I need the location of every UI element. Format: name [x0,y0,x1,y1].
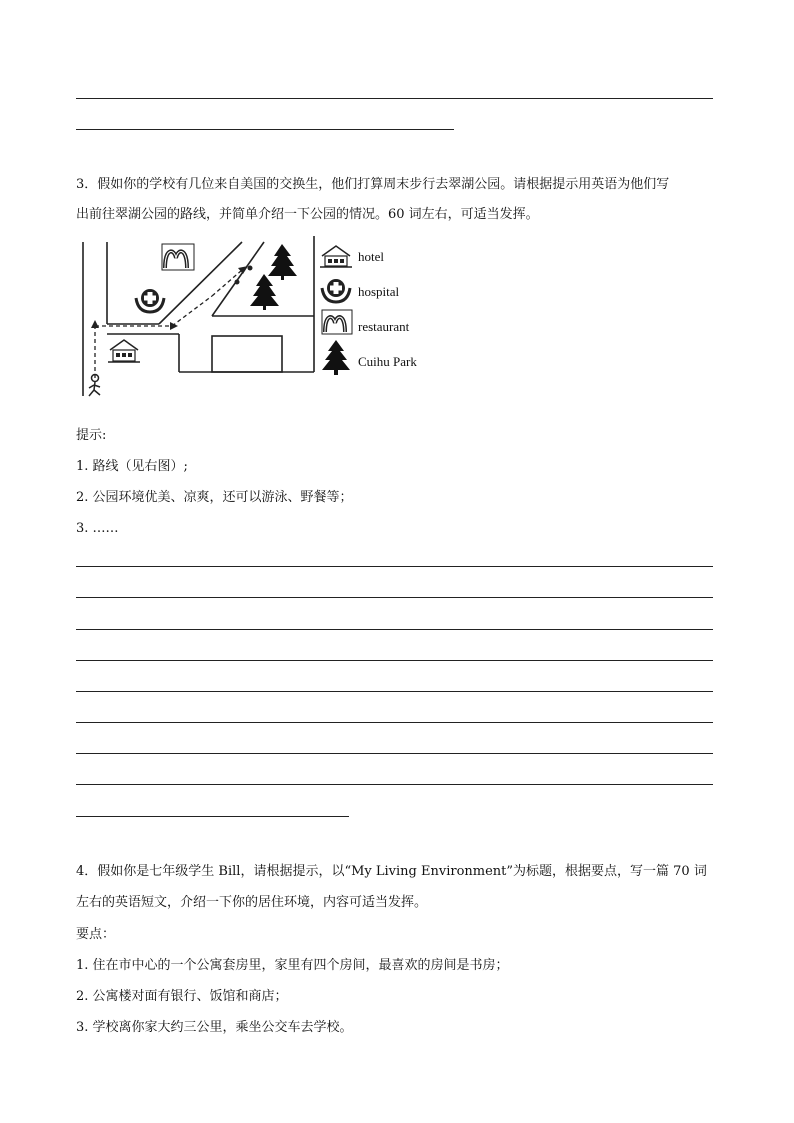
q3-text-line2: 出前往翠湖公园的路线，并简单介绍一下公园的情况。60 词左右，可适当发挥。 [76,207,539,222]
q4-number: 4． [76,864,98,879]
restaurant-icon [162,244,194,270]
q4-point-3: 3. 学校离你家大约三公里，乘坐公交车去学校。 [76,1020,353,1035]
park-trees-icon [250,244,297,310]
q3-hint-1: 1. 路线（见右图）; [76,459,188,474]
q4-text-line2: 左右的英语短文，介绍一下你的居住环境，内容可适当发挥。 [76,895,428,910]
q3-text-line1: 3．假如你的学校有几位来自美国的交换生，他们打算周末步行去翠湖公园。请根据提示用英语为他们写 [76,177,670,192]
legend-park-icon [322,340,350,375]
legend-hospital-icon [322,279,350,302]
answer-line [76,597,713,598]
hospital-icon [136,289,164,312]
answer-line [76,722,713,723]
route-arrow-icon [170,322,178,330]
answer-line [76,98,713,99]
q4-points-title: 要点： [76,927,116,942]
answer-line [76,660,713,661]
legend-restaurant-label: restaurant [358,319,410,334]
q3-hint-3: 3. …… [76,521,119,536]
answer-line [76,753,713,754]
legend-hotel-label: hotel [358,249,384,264]
q4-text-line1: 4．假如你是七年级学生 Bill，请根据提示，以“My Living Environment”为标题，根据要点，写一篇 70 词 [76,864,707,879]
answer-line [76,784,713,785]
q4-point-1: 1. 住在市中心的一个公寓套房里，家里有四个房间，最喜欢的房间是书房； [76,958,509,973]
legend-hospital-label: hospital [358,284,400,299]
answer-line [76,691,713,692]
route-arrow-icon [91,320,99,328]
answer-line [76,629,713,630]
answer-line [76,566,713,567]
answer-line [76,129,454,130]
legend-park-label: Cuihu Park [358,354,417,369]
legend-hotel-icon [320,246,352,267]
hotel-icon [108,340,140,362]
q4-point-2: 2. 公寓楼对面有银行、饭馆和商店； [76,989,288,1004]
legend-restaurant-icon [322,310,352,334]
q3-number: 3． [76,177,98,192]
q3-hint-2: 2. 公园环境优美、凉爽，还可以游泳、野餐等； [76,490,353,505]
answer-line [76,816,349,817]
q3-hints-title: 提示: [76,428,107,443]
